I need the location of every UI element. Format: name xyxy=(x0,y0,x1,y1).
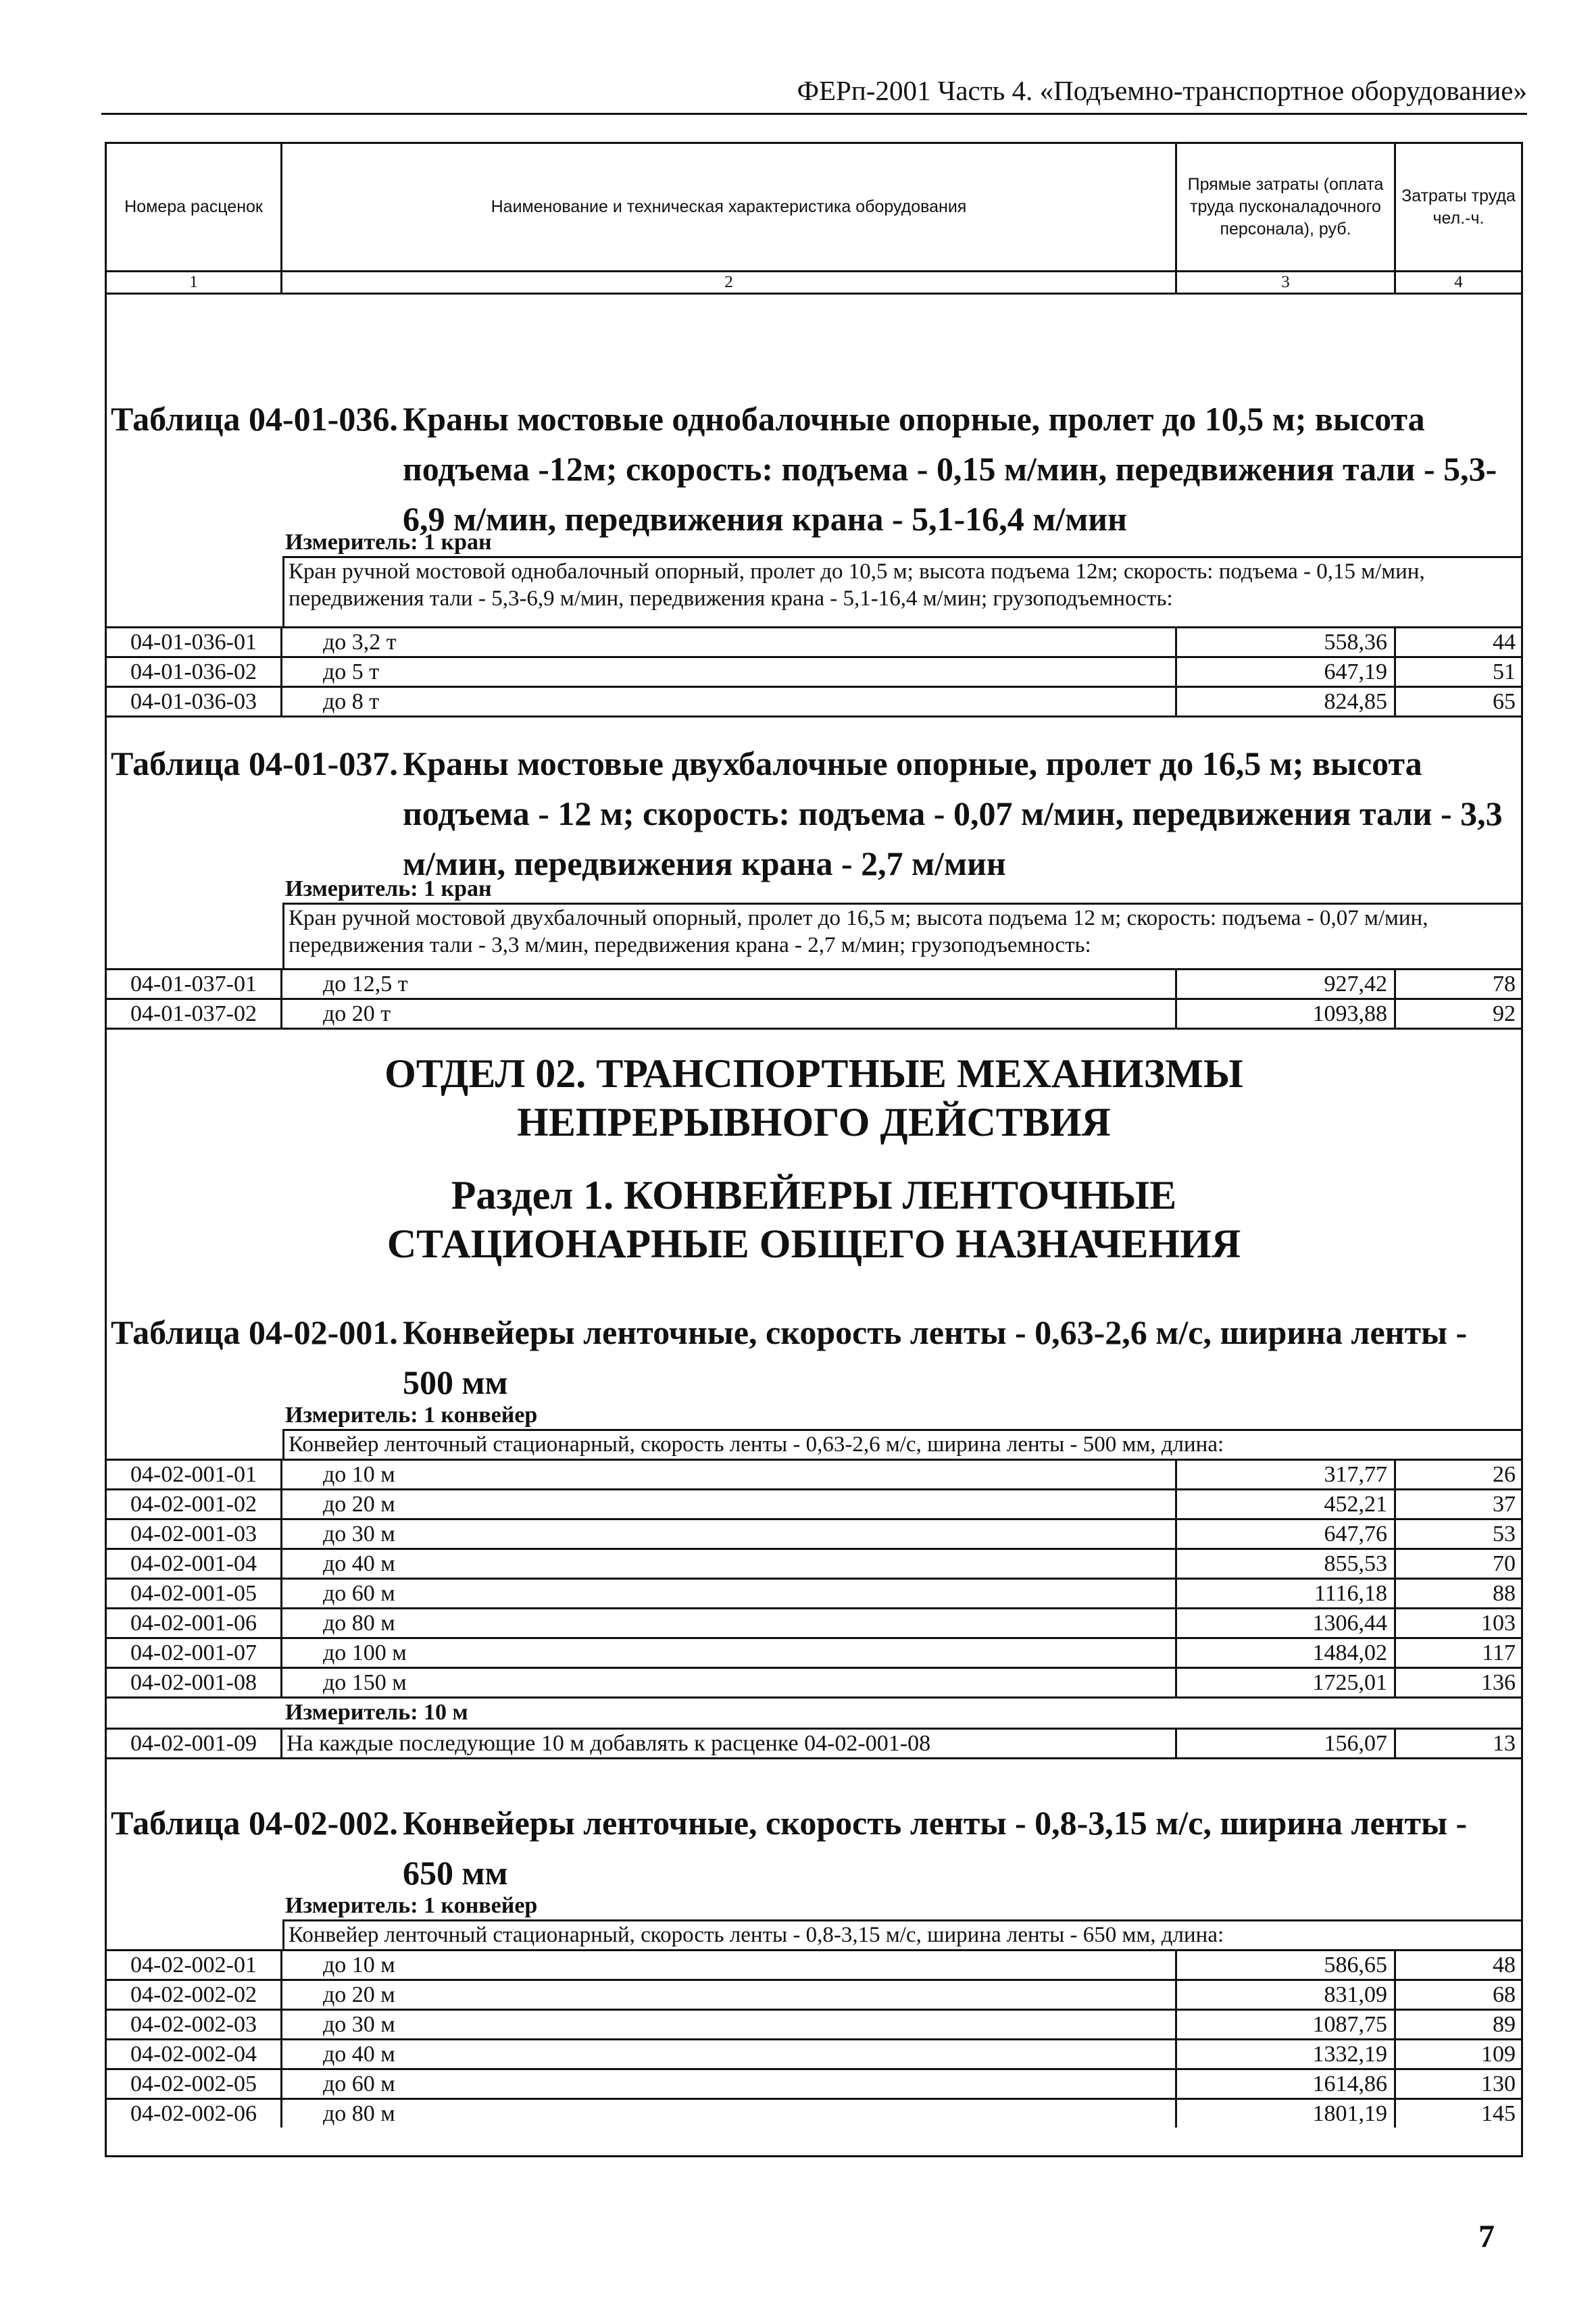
rate-cost: 831,09 xyxy=(1177,1981,1396,2009)
rate-labor: 109 xyxy=(1481,2042,1516,2067)
rate-name: до 12,5 т xyxy=(282,970,1177,998)
rate-code: 04-02-001-07 xyxy=(107,1639,282,1667)
column-header xyxy=(107,144,1521,293)
rate-name: до 5 т xyxy=(282,658,1177,686)
group-description: Конвейер ленточный стационарный, скорость ленты - 0,8-3,15 м/с, ширина ленты - 650 мм, длина: xyxy=(282,1919,1521,1949)
rate-name: На каждые последующие 10 м добавлять к расценке 04-02-001-08 xyxy=(282,1730,1177,1757)
rate-name: до 10 м xyxy=(282,1461,1177,1488)
col-labor-header: Затраты труда чел.-ч. xyxy=(1401,186,1516,228)
rate-cost: 1484,02 xyxy=(1177,1639,1396,1667)
table-end-line xyxy=(107,1757,1521,1759)
col-codes-header: Номера расценок xyxy=(107,144,282,270)
measure-unit: Измеритель: 1 кран xyxy=(285,876,492,901)
measure-unit: Измеритель: 10 м xyxy=(285,1700,468,1725)
rate-name: до 30 м xyxy=(282,1520,1177,1548)
col-name-header: Наименование и техническая характеристика оборудования xyxy=(282,144,1177,270)
rate-labor: 130 xyxy=(1481,2071,1516,2096)
table-row xyxy=(107,1518,1521,1548)
rate-labor: 37 xyxy=(1493,1492,1516,1517)
table-row xyxy=(107,1637,1521,1667)
group-description: Конвейер ленточный стационарный, скорость ленты - 0,63-2,6 м/с, ширина ленты - 500 мм, длина: xyxy=(282,1429,1521,1459)
table-caption: Краны мостовые однобалочные опорные, пролет до 10,5 м; высота подъема -12м; скорость: подъема - 0,15 м/мин, передвижения тали - 5,3-6,9 м/мин, передвижения крана - 5,1-16,4 м/мин xyxy=(403,400,1497,538)
rate-labor: 48 xyxy=(1493,1953,1516,1978)
col-cost-header: Прямые затраты (оплата труда пусконаладочного персонала), руб. xyxy=(1177,144,1396,270)
rate-name: до 40 м xyxy=(282,2040,1177,2068)
rate-code: 04-02-001-04 xyxy=(107,1550,282,1578)
rate-code: 04-01-036-03 xyxy=(107,688,282,715)
rate-cost: 1093,88 xyxy=(1177,1000,1396,1028)
rate-code: 04-01-037-02 xyxy=(107,1000,282,1028)
rate-cost: 156,07 xyxy=(1177,1730,1396,1757)
rate-labor: 92 xyxy=(1493,1001,1516,1026)
rate-labor: 26 xyxy=(1493,1462,1516,1487)
rate-name: до 30 м xyxy=(282,2011,1177,2038)
measure-unit: Измеритель: 1 конвейер xyxy=(285,1893,538,1918)
rate-name: до 8 т xyxy=(282,688,1177,715)
rate-labor: 117 xyxy=(1482,1640,1516,1665)
rate-labor: 51 xyxy=(1493,659,1516,684)
rate-code: 04-02-002-04 xyxy=(107,2040,282,2068)
rate-labor: 78 xyxy=(1493,972,1516,997)
table-end-line xyxy=(107,1028,1521,1030)
table-caption: Краны мостовые двухбалочные опорные, пролет до 16,5 м; высота подъема - 12 м; скорость: подъема - 0,07 м/мин, передвижения тали - 3,3 м/мин, передвижения крана - 2,7 м/мин xyxy=(403,745,1503,882)
rate-cost: 647,19 xyxy=(1177,658,1396,686)
rate-name: до 80 м xyxy=(282,1609,1177,1637)
col-number-2: 2 xyxy=(282,270,1177,293)
department-heading: ОТДЕЛ 02. ТРАНСПОРТНЫЕ МЕХАНИЗМЫ НЕПРЕРЫВНОГО ДЕЙСТВИЯ xyxy=(384,1051,1243,1145)
rate-labor: 136 xyxy=(1481,1670,1516,1695)
rate-code: 04-02-001-06 xyxy=(107,1609,282,1637)
table-label: Таблица 04-02-002. xyxy=(111,1804,398,1842)
rate-cost: 1614,86 xyxy=(1177,2070,1396,2098)
measure-unit: Измеритель: 1 кран xyxy=(285,530,492,555)
rate-name: до 60 м xyxy=(282,1580,1177,1607)
table-label: Таблица 04-02-001. xyxy=(111,1313,398,1351)
rate-code: 04-02-001-09 xyxy=(107,1730,282,1757)
col-number-1: 1 xyxy=(107,270,282,293)
table-caption: Конвейеры ленточные, скорость ленты - 0,8-3,15 м/с, ширина ленты - 650 мм xyxy=(403,1804,1468,1892)
rate-labor: 88 xyxy=(1493,1581,1516,1606)
rate-cost: 855,53 xyxy=(1177,1550,1396,1578)
rate-name: до 20 м xyxy=(282,1490,1177,1518)
rate-cost: 1306,44 xyxy=(1177,1609,1396,1637)
group-description: Кран ручной мостовой двухбалочный опорный, пролет до 16,5 м; высота подъема 12 м; скорость: подъема - 0,07 м/мин, передвижения тали - 3,3 м/мин, передвижения крана - 2,7 м/мин; грузоподъемность: xyxy=(282,903,1521,968)
rate-code: 04-02-001-01 xyxy=(107,1461,282,1488)
rate-cost: 824,85 xyxy=(1177,688,1396,715)
table-row xyxy=(107,1667,1521,1696)
table-row xyxy=(107,626,1521,656)
rate-name: до 20 т xyxy=(282,1000,1177,1028)
rate-code: 04-02-001-02 xyxy=(107,1490,282,1518)
rate-labor: 44 xyxy=(1493,630,1516,655)
table-caption: Конвейеры ленточные, скорость ленты - 0,63-2,6 м/с, ширина ленты - 500 мм xyxy=(403,1313,1468,1401)
table-label: Таблица 04-01-037. xyxy=(111,745,398,782)
header-divider xyxy=(107,293,1521,295)
table-row xyxy=(107,1728,1521,1757)
table-row xyxy=(107,968,1521,998)
measure-unit: Измеритель: 1 конвейер xyxy=(285,1403,538,1428)
table-label: Таблица 04-01-036. xyxy=(111,400,398,438)
rate-code: 04-02-002-03 xyxy=(107,2011,282,2038)
rate-labor: 89 xyxy=(1493,2012,1516,2037)
rate-cost: 558,36 xyxy=(1177,628,1396,656)
rate-code: 04-02-002-02 xyxy=(107,1981,282,2009)
section-heading: Раздел 1. КОНВЕЙЕРЫ ЛЕНТОЧНЫЕ СТАЦИОНАРНЫЕ ОБЩЕГО НАЗНАЧЕНИЯ xyxy=(386,1173,1241,1266)
rate-name: до 3,2 т xyxy=(282,628,1177,656)
table-row xyxy=(107,1548,1521,1578)
rate-code: 04-02-002-01 xyxy=(107,1951,282,1979)
rate-code: 04-01-037-01 xyxy=(107,970,282,998)
header-title: ФЕРп-2001 Часть 4. «Подъемно-транспортное оборудование» xyxy=(797,75,1527,106)
rate-cost: 1801,19 xyxy=(1177,2100,1396,2128)
rate-name: до 80 м xyxy=(282,2100,1177,2128)
col-number-3: 3 xyxy=(1177,270,1396,293)
rate-labor: 145 xyxy=(1481,2101,1516,2126)
rate-labor: 65 xyxy=(1493,689,1516,714)
rate-labor: 103 xyxy=(1481,1611,1516,1636)
rate-cost: 1116,18 xyxy=(1177,1580,1396,1607)
table-row xyxy=(107,2068,1521,2098)
table-row xyxy=(107,1459,1521,1488)
table-row xyxy=(107,1979,1521,2009)
table-row xyxy=(107,1607,1521,1637)
group-description: Кран ручной мостовой однобалочный опорный, пролет до 10,5 м; высота подъема 12м; скорость: подъема - 0,15 м/мин, передвижения тали - 5,3-6,9 м/мин, передвижения крана - 5,1-16,4 м/мин; грузоподъемность: xyxy=(282,556,1521,626)
col-number-4: 4 xyxy=(1396,270,1521,293)
rate-code: 04-01-036-02 xyxy=(107,658,282,686)
rate-code: 04-02-001-08 xyxy=(107,1669,282,1696)
rate-name: до 20 м xyxy=(282,1981,1177,2009)
rate-name: до 10 м xyxy=(282,1951,1177,1979)
rate-cost: 647,76 xyxy=(1177,1520,1396,1548)
rate-name: до 150 м xyxy=(282,1669,1177,1696)
rate-labor: 53 xyxy=(1493,1521,1516,1546)
table-divider xyxy=(107,1696,1521,1699)
table-row xyxy=(107,656,1521,686)
rate-labor: 13 xyxy=(1493,1731,1516,1756)
rate-cost: 1332,19 xyxy=(1177,2040,1396,2068)
table-row xyxy=(107,1949,1521,1979)
rate-cost: 927,42 xyxy=(1177,970,1396,998)
rate-cost: 452,21 xyxy=(1177,1490,1396,1518)
rate-cost: 586,65 xyxy=(1177,1951,1396,1979)
table-row xyxy=(107,1488,1521,1518)
rate-code: 04-02-001-03 xyxy=(107,1520,282,1548)
table-row xyxy=(107,998,1521,1028)
rate-name: до 40 м xyxy=(282,1550,1177,1578)
table-row xyxy=(107,2038,1521,2068)
rates-table xyxy=(105,142,1523,2157)
table-row xyxy=(107,2009,1521,2038)
rate-code: 04-02-002-06 xyxy=(107,2100,282,2128)
rate-code: 04-02-002-05 xyxy=(107,2070,282,2098)
table-end-line xyxy=(107,715,1521,718)
table-row xyxy=(107,686,1521,715)
rate-cost: 317,77 xyxy=(1177,1461,1396,1488)
rate-name: до 100 м xyxy=(282,1639,1177,1667)
page-header xyxy=(101,70,1527,115)
table-row xyxy=(107,1578,1521,1607)
rate-labor: 70 xyxy=(1493,1551,1516,1576)
rate-cost: 1725,01 xyxy=(1177,1669,1396,1696)
rate-labor: 68 xyxy=(1493,1982,1516,2007)
table-row xyxy=(107,2098,1521,2128)
rate-code: 04-01-036-01 xyxy=(107,628,282,656)
rate-code: 04-02-001-05 xyxy=(107,1580,282,1607)
rate-cost: 1087,75 xyxy=(1177,2011,1396,2038)
rate-name: до 60 м xyxy=(282,2070,1177,2098)
page-number: 7 xyxy=(1478,2219,1495,2255)
